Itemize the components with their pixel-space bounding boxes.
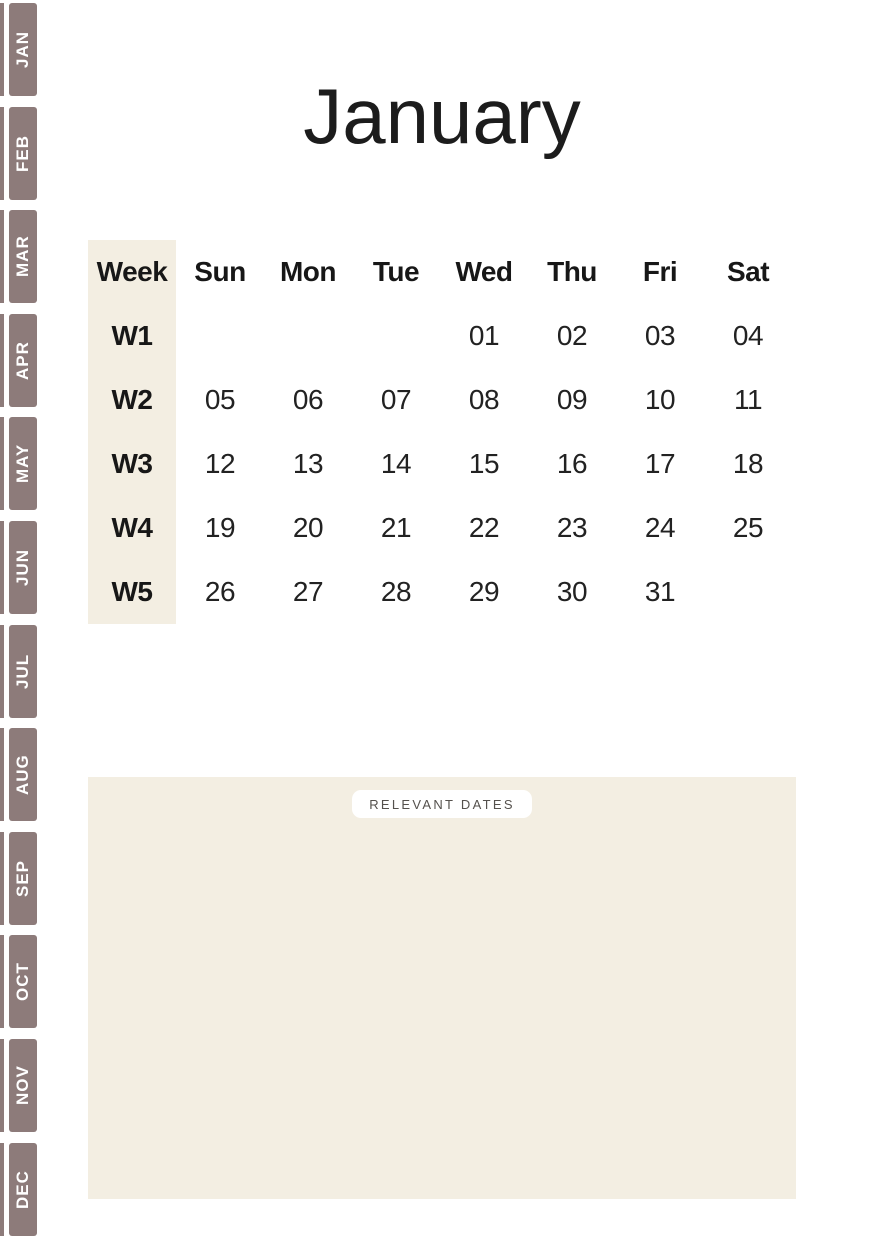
- day-cell: 18: [732, 448, 764, 479]
- header-cell-tue: Tue: [372, 256, 420, 287]
- day-cell: 05: [204, 384, 236, 415]
- day-cell: 27: [292, 576, 324, 607]
- day-cell: 06: [292, 384, 324, 415]
- day-cell: 30: [556, 576, 588, 607]
- day-cell: 14: [380, 448, 412, 479]
- sidebar-tab-dec[interactable]: DEC: [9, 1143, 37, 1236]
- sidebar-tab-aug[interactable]: AUG: [9, 728, 37, 821]
- day-cell: 04: [732, 320, 764, 351]
- day-cell: 29: [468, 576, 500, 607]
- header-cell-wed: Wed: [455, 256, 513, 287]
- month-tab-edge-apr: [0, 314, 4, 407]
- sidebar-tab-apr[interactable]: APR: [9, 314, 37, 407]
- day-cell: 01: [468, 320, 500, 351]
- week-label-w4: W4: [88, 496, 176, 560]
- day-cell: 21: [380, 512, 412, 543]
- header-cell-mon: Mon: [279, 256, 337, 287]
- day-cell: 11: [733, 384, 763, 415]
- sidebar-tab-jul[interactable]: JUL: [9, 625, 37, 718]
- day-cell: 28: [380, 576, 412, 607]
- page-title: January: [303, 72, 581, 160]
- sidebar-tab-nov[interactable]: NOV: [9, 1039, 37, 1132]
- day-cell: 26: [204, 576, 236, 607]
- day-cell: 17: [644, 448, 676, 479]
- day-cell: 16: [556, 448, 588, 479]
- sidebar-tab-sep[interactable]: SEP: [9, 832, 37, 925]
- week-label-w3: W3: [88, 432, 176, 496]
- month-tab-edge-oct: [0, 935, 4, 1028]
- calendar-table: [88, 240, 792, 624]
- sidebar-tab-oct[interactable]: OCT: [9, 935, 37, 1028]
- header-cell-sun: Sun: [194, 256, 246, 287]
- sidebar-tab-may[interactable]: MAY: [9, 417, 37, 510]
- sidebar-tab-mar[interactable]: MAR: [9, 210, 37, 303]
- day-cell: 03: [644, 320, 676, 351]
- day-cell: [264, 304, 352, 368]
- day-cell: 31: [644, 576, 676, 607]
- month-tab-edge-nov: [0, 1039, 4, 1132]
- relevant-dates-label: RELEVANT DATES: [352, 790, 532, 818]
- header-cell-thu: Thu: [547, 256, 597, 287]
- header-cell-sat: Sat: [726, 256, 770, 287]
- month-tab-edge-jun: [0, 521, 4, 614]
- sidebar-tab-feb[interactable]: FEB: [9, 107, 37, 200]
- sidebar-tab-jan[interactable]: JAN: [9, 3, 37, 96]
- day-cell: [176, 304, 264, 368]
- day-cell: 22: [468, 512, 500, 543]
- day-cell: [704, 560, 792, 624]
- day-cell: 12: [204, 448, 236, 479]
- sidebar-tab-jun[interactable]: JUN: [9, 521, 37, 614]
- month-tab-edge-jul: [0, 625, 4, 718]
- day-cell: 08: [468, 384, 500, 415]
- relevant-dates-panel: [88, 777, 796, 1199]
- header-cell-week: Week: [88, 240, 176, 304]
- month-tab-edge-mar: [0, 210, 4, 303]
- day-cell: 09: [556, 384, 588, 415]
- day-cell: [352, 304, 440, 368]
- day-cell: 13: [292, 448, 324, 479]
- day-cell: 25: [732, 512, 764, 543]
- month-tab-edge-may: [0, 417, 4, 510]
- day-cell: 20: [292, 512, 324, 543]
- day-cell: 24: [644, 512, 676, 543]
- day-cell: 07: [380, 384, 412, 415]
- day-cell: 19: [204, 512, 236, 543]
- month-tab-edge-dec: [0, 1143, 4, 1236]
- month-tab-edge-sep: [0, 832, 4, 925]
- day-cell: 15: [468, 448, 500, 479]
- day-cell: 02: [556, 320, 588, 351]
- month-tab-edge-aug: [0, 728, 4, 821]
- header-cell-fri: Fri: [642, 256, 678, 287]
- week-label-w5: W5: [88, 560, 176, 624]
- week-label-w1: W1: [88, 304, 176, 368]
- week-label-w2: W2: [88, 368, 176, 432]
- day-cell: 10: [644, 384, 676, 415]
- day-cell: 23: [556, 512, 588, 543]
